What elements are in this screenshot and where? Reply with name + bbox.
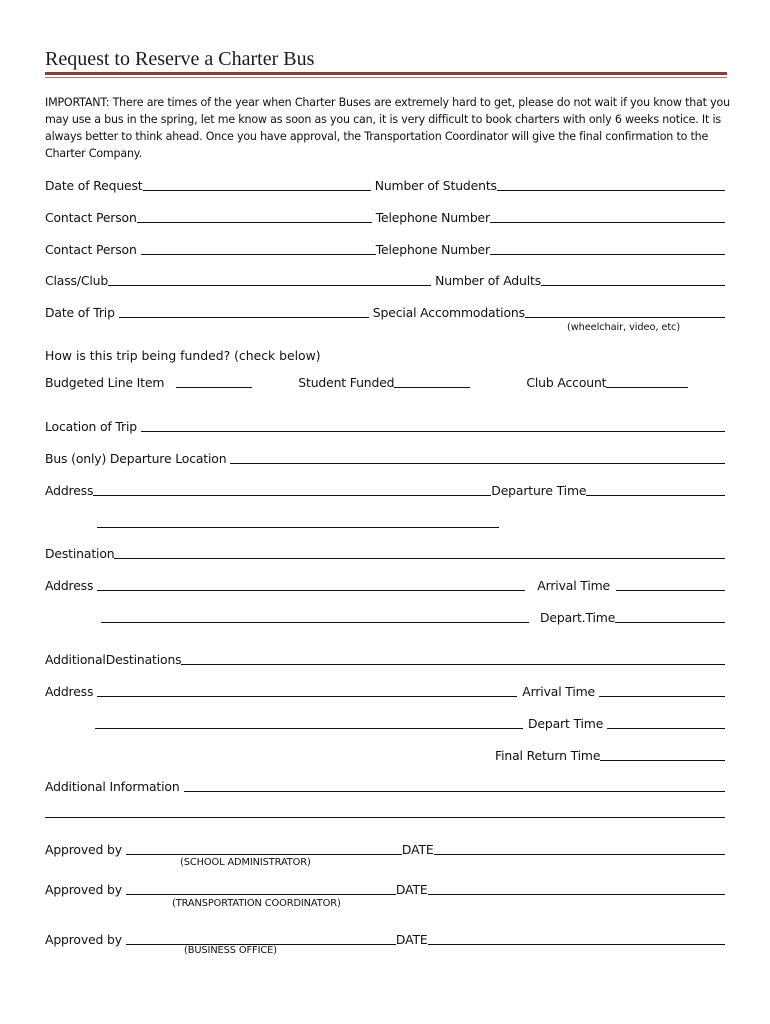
approval-date-label: DATE [401, 842, 434, 857]
additional-depart-time-field[interactable] [607, 716, 725, 729]
final-return-time-label: Final Return Time [495, 748, 601, 763]
club-account-field[interactable] [606, 375, 688, 388]
destination-field[interactable] [114, 546, 725, 559]
row-additional-information-2 [45, 803, 725, 821]
row-dest-address [45, 576, 725, 594]
contact-person-field-2[interactable] [141, 242, 376, 255]
address-field[interactable] [93, 483, 491, 496]
destination-address-label: Address [45, 578, 94, 593]
approval-date-field[interactable] [428, 932, 725, 945]
additional-address-label: Address [45, 684, 94, 699]
approved-by-signature-field[interactable] [126, 882, 396, 895]
contact-person-label: Contact Person [45, 242, 137, 257]
row-address-line-2 [45, 513, 725, 531]
final-return-time-field[interactable] [600, 748, 725, 761]
destination-address-field-2[interactable] [101, 610, 529, 623]
special-accommodations-label: Special Accommodations [372, 305, 525, 320]
row-additional-destinations [45, 650, 725, 668]
row-contact-2 [45, 240, 725, 258]
row-location [45, 417, 725, 435]
departure-time-field[interactable] [586, 483, 725, 496]
depart-time-field[interactable] [615, 610, 725, 623]
approved-by-label: Approved by [45, 842, 122, 857]
arrival-time-label: Arrival Time [537, 578, 611, 593]
number-of-students-label: Number of Students [374, 178, 497, 193]
row-final-return [45, 746, 725, 764]
additional-information-field[interactable] [184, 779, 725, 792]
budgeted-line-item-field[interactable] [176, 375, 252, 388]
additional-arrival-time-label: Arrival Time [522, 684, 596, 699]
location-of-trip-field[interactable] [141, 419, 725, 432]
row-additional-information [45, 777, 725, 795]
telephone-number-field-2[interactable] [490, 242, 725, 255]
class-club-label: Class/Club [45, 273, 109, 288]
row-approval-2 [45, 880, 725, 898]
student-funded-field[interactable] [394, 375, 470, 388]
additional-information-field-2[interactable] [45, 805, 725, 818]
address-field-2[interactable] [97, 515, 499, 528]
budgeted-line-item-label: Budgeted Line Item [45, 375, 165, 390]
approved-by-label: Approved by [45, 882, 122, 897]
row-destination [45, 544, 725, 562]
title-rule-thin [45, 77, 727, 78]
additional-address-field[interactable] [97, 684, 517, 697]
approved-by-signature-field[interactable] [126, 842, 402, 855]
number-of-students-field[interactable] [497, 178, 725, 191]
location-of-trip-label: Location of Trip [45, 419, 137, 434]
telephone-number-label: Telephone Number [375, 210, 490, 225]
contact-person-field[interactable] [137, 210, 372, 223]
date-of-trip-field[interactable] [119, 305, 369, 318]
row-dest-address-2 [45, 608, 725, 626]
student-funded-label: Student Funded [298, 375, 395, 390]
telephone-number-label: Telephone Number [375, 242, 490, 257]
funding-question: How is this trip being funded? (check below) [45, 348, 321, 363]
destination-address-field[interactable] [97, 578, 525, 591]
row-class-adults [45, 271, 725, 289]
row-funding-options [45, 373, 725, 391]
transportation-coordinator-caption: (TRANSPORTATION COORDINATOR) [172, 898, 341, 909]
additional-arrival-time-field[interactable] [599, 684, 725, 697]
page-title: Request to Reserve a Charter Bus [45, 48, 315, 70]
additional-address-field-2[interactable] [95, 716, 523, 729]
number-of-adults-label: Number of Adults [435, 273, 542, 288]
business-office-caption: (BUSINESS OFFICE) [184, 945, 277, 956]
departure-location-field[interactable] [230, 451, 725, 464]
depart-time-label: Depart.Time [540, 610, 616, 625]
row-departure-location [45, 449, 725, 467]
approval-date-field[interactable] [434, 842, 725, 855]
number-of-adults-field[interactable] [541, 273, 725, 286]
school-administrator-caption: (SCHOOL ADMINISTRATOR) [180, 857, 311, 868]
date-of-trip-label: Date of Trip [45, 305, 115, 320]
address-label: Address [45, 483, 94, 498]
departure-time-label: Departure Time [491, 483, 587, 498]
row-trip-accommodations [45, 303, 725, 321]
departure-location-label: Bus (only) Departure Location [45, 451, 227, 466]
additional-information-label: Additional Information [45, 779, 180, 794]
telephone-number-field[interactable] [490, 210, 725, 223]
destination-label: Destination [45, 546, 115, 561]
contact-person-label: Contact Person [45, 210, 137, 225]
additional-destinations-field[interactable] [181, 652, 725, 665]
approval-date-field[interactable] [428, 882, 725, 895]
arrival-time-field[interactable] [616, 578, 725, 591]
special-accommodations-field[interactable] [525, 305, 725, 318]
row-approval-3 [45, 930, 725, 948]
row-request-students [45, 176, 725, 194]
row-add-address-2 [45, 714, 725, 732]
approval-date-label: DATE [395, 882, 428, 897]
approved-by-signature-field[interactable] [126, 932, 396, 945]
additional-depart-time-label: Depart Time [528, 716, 604, 731]
special-accommodations-note: (wheelchair, video, etc) [567, 322, 681, 333]
row-approval-1 [45, 840, 725, 858]
date-of-request-label: Date of Request [45, 178, 143, 193]
important-notice: IMPORTANT: There are times of the year when Charter Buses are extremely hard to get, please do not wait if you know that you may use a bus in the spring, let me know as soon as you can, it is very difficult to book charters with only 6 weeks notice. It is always better to think ahead. Once you have approval, the Transportation Coordinator will give the final confirmation to the Charter Company. [45, 96, 730, 160]
approval-date-label: DATE [395, 932, 428, 947]
row-add-address [45, 682, 725, 700]
club-account-label: Club Account [526, 375, 607, 390]
row-address-departure [45, 481, 725, 499]
title-rule [45, 72, 727, 75]
row-contact-1 [45, 208, 725, 226]
date-of-request-field[interactable] [143, 178, 371, 191]
class-club-field[interactable] [108, 273, 431, 286]
approved-by-label: Approved by [45, 932, 122, 947]
additional-destinations-label: AdditionalDestinations [45, 652, 182, 667]
